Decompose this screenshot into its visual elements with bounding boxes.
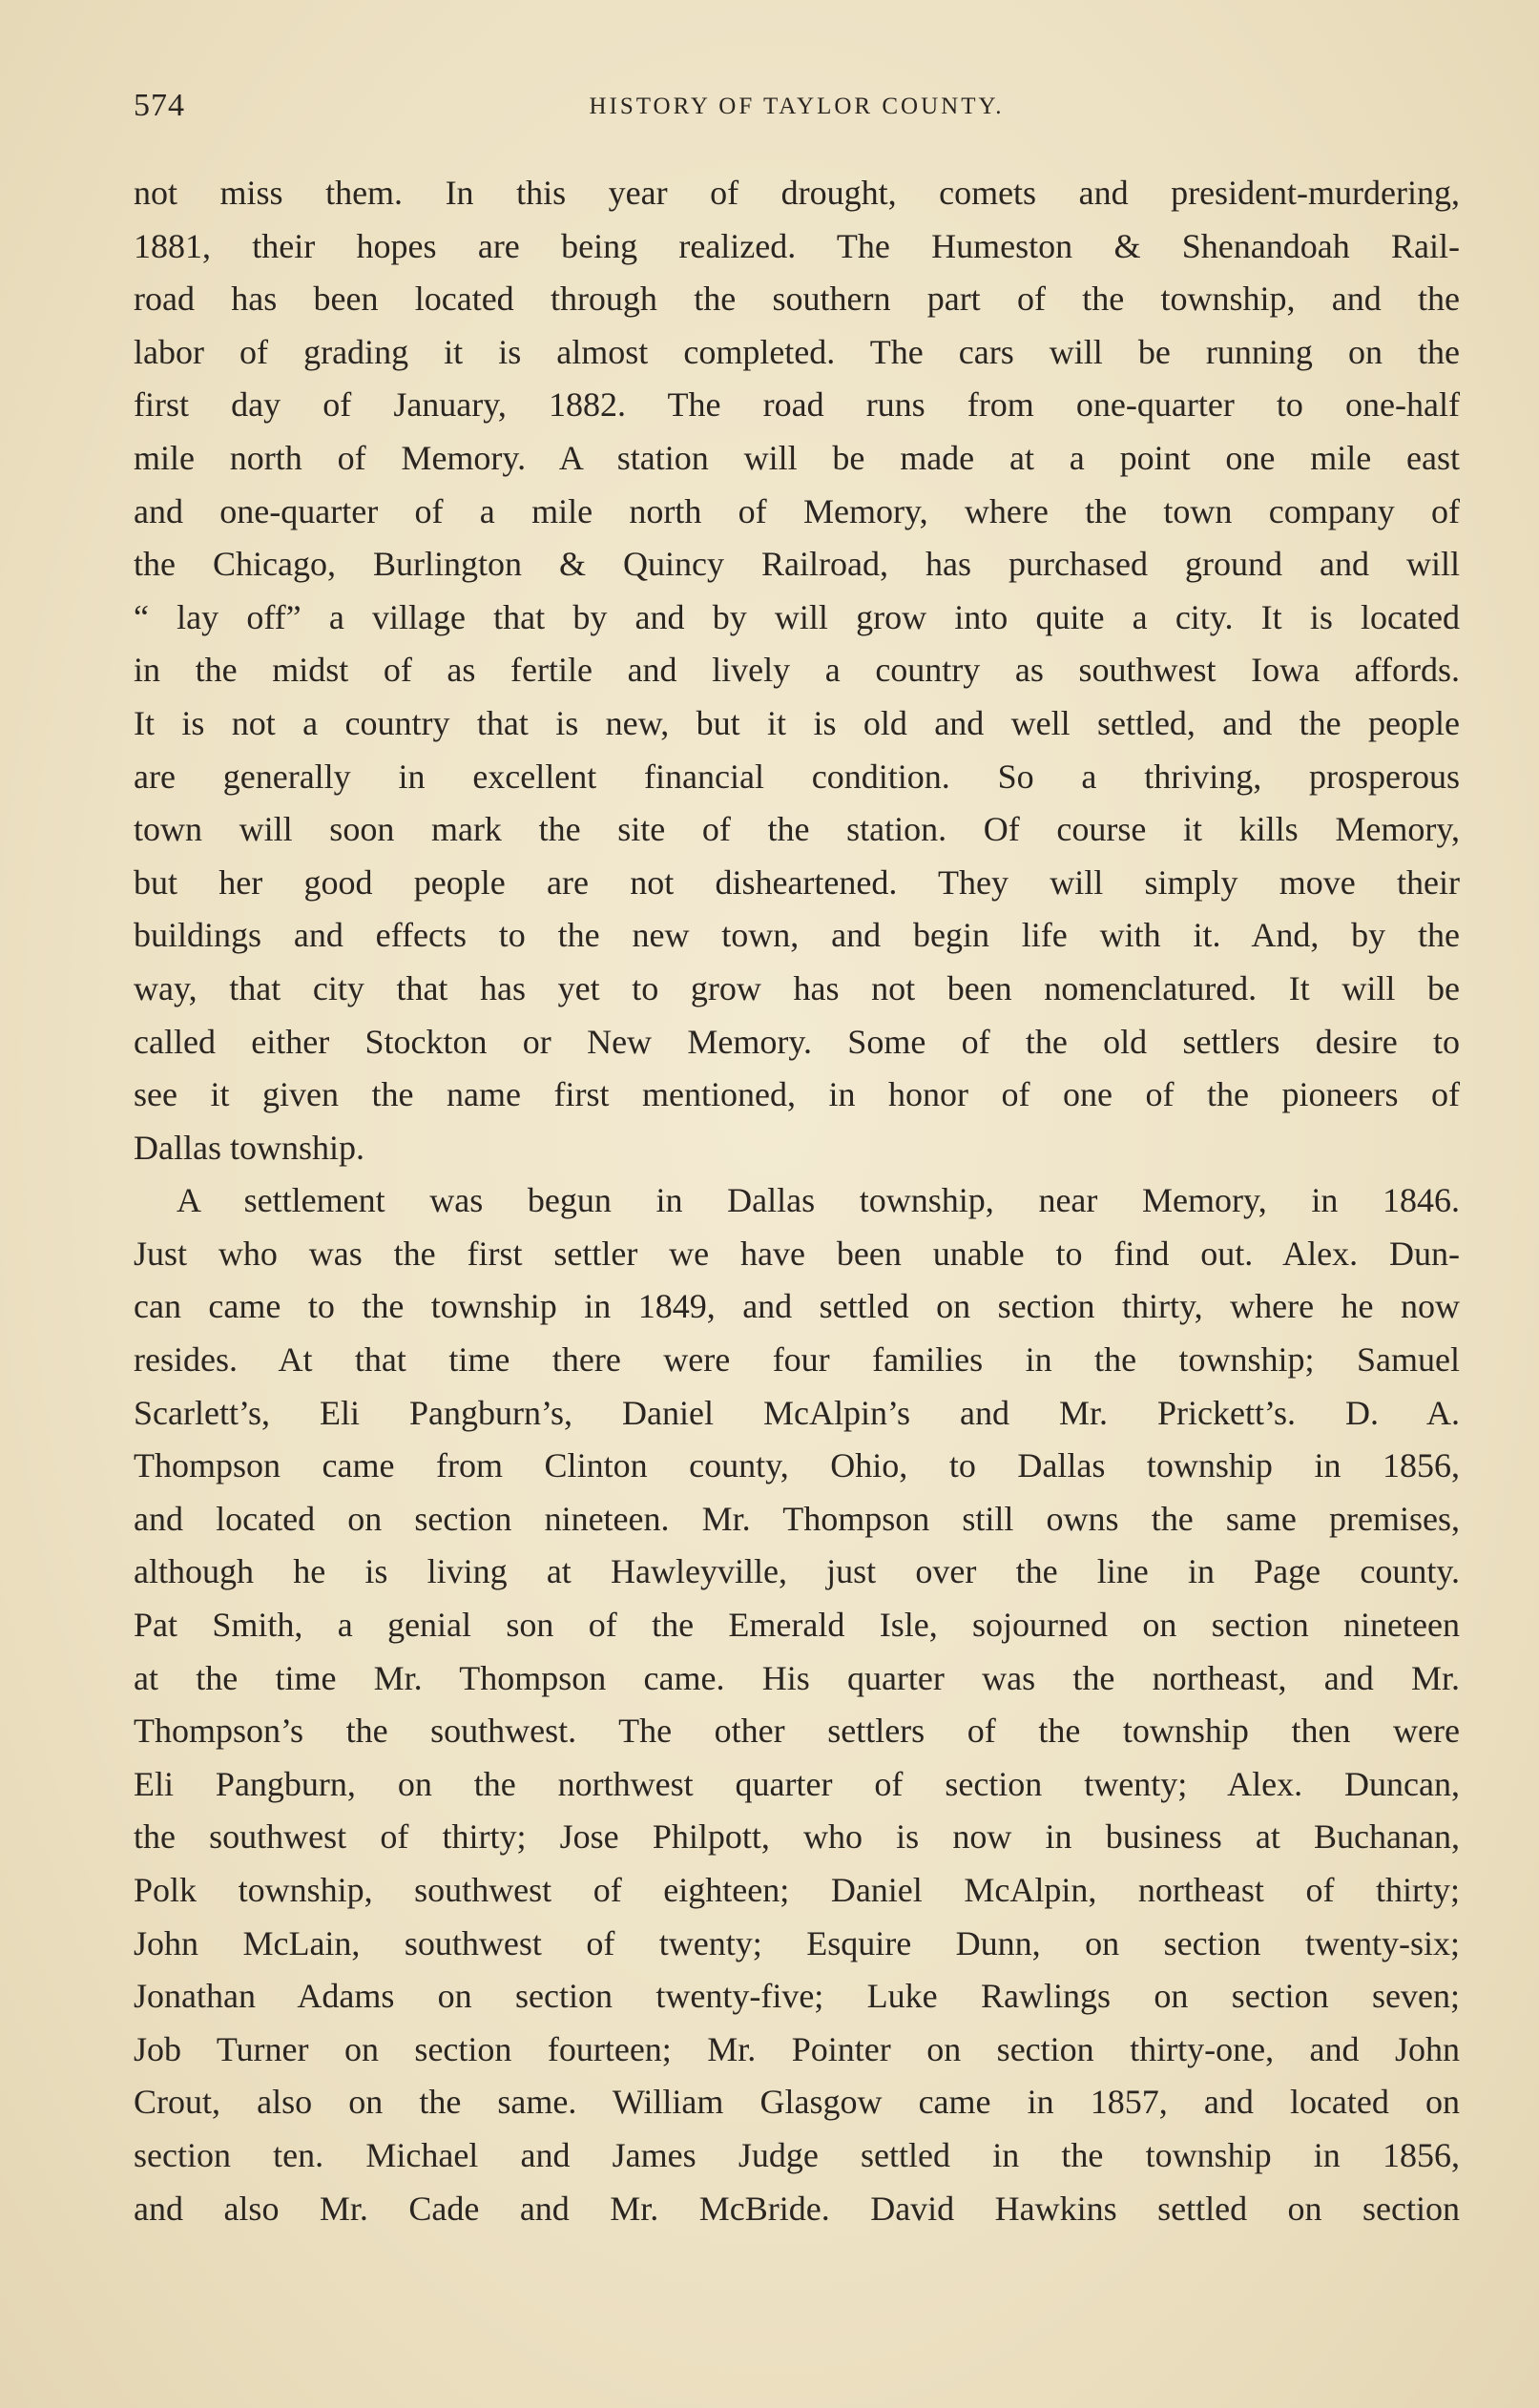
text-line: the Chicago, Burlington & Quincy Railroad, has purchased ground and will	[134, 545, 1460, 584]
text-line: way, that city that has yet to grow has not been nomenclatured. It will be	[134, 968, 1460, 1007]
text-line: 1881, their hopes are being realized. The Humeston & Shenandoah Rail-	[134, 226, 1460, 265]
text-line: Thompson’s the southwest. The other settlers of the township then were	[134, 1712, 1460, 1751]
body-text	[134, 167, 1460, 2235]
text-line: town will soon mark the site of the station. Of course it kills Memory,	[134, 810, 1460, 849]
page-number: 574	[134, 88, 185, 123]
text-line: not miss them. In this year of drought, comets and president-murdering,	[134, 174, 1460, 212]
text-line: and one-quarter of a mile north of Memory, where the town company of	[134, 491, 1460, 530]
text-line: section ten. Michael and James Judge settled in the township in 1856,	[134, 2135, 1460, 2174]
text-line: and also Mr. Cade and Mr. McBride. David Hawkins settled on section	[134, 2189, 1460, 2228]
paragraph-start-line: A settlement was begun in Dallas township, near Memory, in 1846.	[177, 1181, 1460, 1220]
text-line: Pat Smith, a genial son of the Emerald Isle, sojourned on section nineteen	[134, 1606, 1460, 1645]
text-line: resides. At that time there were four families in the township; Samuel	[134, 1340, 1460, 1380]
text-line: Scarlett’s, Eli Pangburn’s, Daniel McAlpin’s and Mr. Prickett’s. D. A.	[134, 1393, 1460, 1432]
text-line: see it given the name first mentioned, in honor of one of the pioneers of	[134, 1075, 1460, 1114]
text-line: Jonathan Adams on section twenty-five; Luke Rawlings on section seven;	[134, 1977, 1460, 2016]
text-line: and located on section nineteen. Mr. Thompson still owns the same premises,	[134, 1499, 1460, 1538]
text-line: are generally in excellent financial condition. So a thriving, prosperous	[134, 757, 1460, 796]
text-line: Eli Pangburn, on the northwest quarter of section twenty; Alex. Duncan,	[134, 1764, 1460, 1803]
text-line: the southwest of thirty; Jose Philpott, who is now in business at Buchanan,	[134, 1817, 1460, 1857]
text-line: called either Stockton or New Memory. Some of the old settlers desire to	[134, 1022, 1460, 1061]
text-line: It is not a country that is new, but it is old and well settled, and the people	[134, 703, 1460, 742]
text-line: but her good people are not disheartened. They will simply move their	[134, 862, 1460, 902]
text-line: Job Turner on section fourteen; Mr. Pointer on section thirty-one, and John	[134, 2029, 1460, 2068]
text-line: “ lay off” a village that by and by will grow into quite a city. It is located	[134, 597, 1460, 636]
text-line: labor of grading it is almost completed. The cars will be running on the	[134, 332, 1460, 371]
text-line: in the midst of as fertile and lively a country as southwest Iowa affords.	[134, 651, 1460, 690]
text-line: road has been located through the southern part of the township, and the	[134, 280, 1460, 319]
text-line: buildings and effects to the new town, and begin life with it. And, by the	[134, 916, 1460, 955]
running-head: HISTORY OF TAYLOR COUNTY.	[589, 93, 1005, 119]
text-line: first day of January, 1882. The road runs from one-quarter to one-half	[134, 385, 1460, 425]
text-line: although he is living at Hawleyville, just over the line in Page county.	[134, 1552, 1460, 1591]
paragraph-end-line: Dallas township.	[134, 1128, 364, 1167]
text-line: can came to the township in 1849, and settled on section thirty, where he now	[134, 1287, 1460, 1326]
text-line: Crout, also on the same. William Glasgow came in 1857, and located on	[134, 2083, 1460, 2122]
text-line: Just who was the first settler we have been unable to find out. Alex. Dun-	[134, 1234, 1460, 1273]
text-line: at the time Mr. Thompson came. His quarter was the northeast, and Mr.	[134, 1658, 1460, 1697]
text-line: John McLain, southwest of twenty; Esquire Dunn, on section twenty-six;	[134, 1923, 1460, 1962]
text-line: Thompson came from Clinton county, Ohio, to Dallas township in 1856,	[134, 1446, 1460, 1485]
page-header	[134, 88, 1460, 135]
text-line: Polk township, southwest of eighteen; Daniel McAlpin, northeast of thirty;	[134, 1871, 1460, 1909]
text-line: mile north of Memory. A station will be made at a point one mile east	[134, 438, 1460, 477]
